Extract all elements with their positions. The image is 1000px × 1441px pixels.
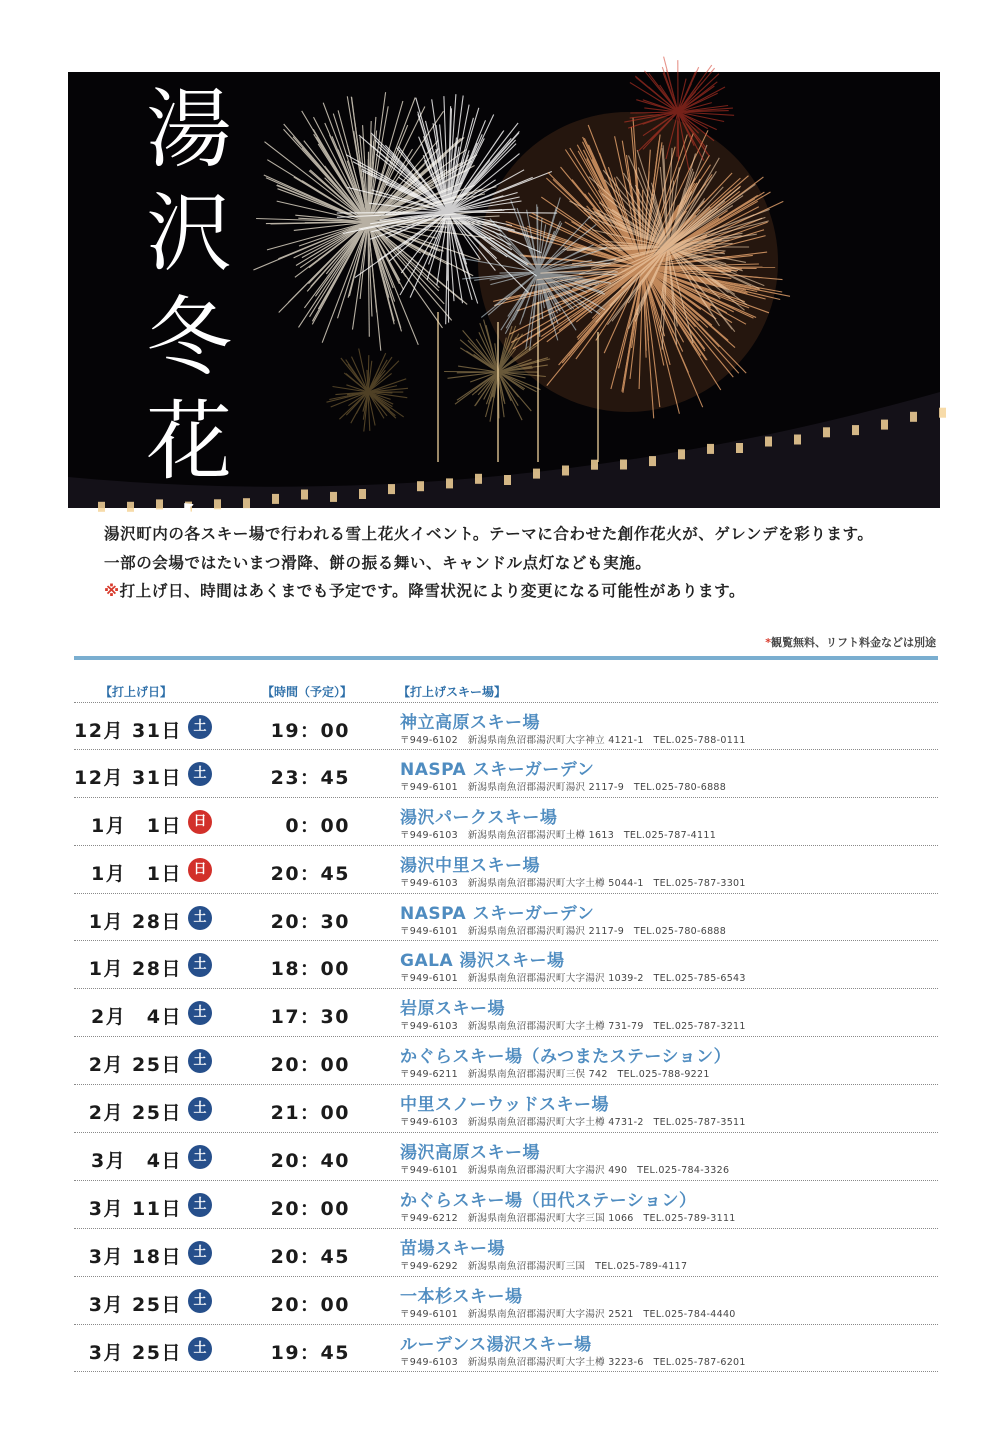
row-address: 〒949-6103 新潟県南魚沼郡湯沢町大字土樽 3223-6 TEL.025-787-6201 — [400, 1356, 746, 1368]
caution-mark: ※ — [104, 582, 120, 600]
row-address: 〒949-6101 新潟県南魚沼郡湯沢町大字湯沢 1039-2 TEL.025-785-6543 — [400, 973, 746, 985]
weekday-badge: 土 — [188, 1097, 212, 1121]
schedule-row — [74, 1037, 938, 1085]
title-char: 湯 — [146, 80, 232, 180]
row-time: 20：30 — [270, 910, 350, 933]
intro-line-2: 一部の会場ではたいまつ滑降、餅の振る舞い、キャンドル点灯なども実施。 — [104, 554, 652, 572]
schedule-row — [74, 1229, 938, 1277]
intro-line-3 — [104, 579, 984, 601]
row-time: 20：45 — [270, 1245, 350, 1268]
title-char: 火 — [146, 496, 232, 596]
weekday-badge: 土 — [188, 1241, 212, 1265]
row-address: 〒949-6101 新潟県南魚沼郡湯沢町大字湯沢 2521 TEL.025-784-4440 — [400, 1308, 736, 1320]
schedule-row — [74, 1325, 938, 1373]
admission-note — [600, 634, 936, 650]
title-char: 沢 — [146, 184, 232, 284]
row-venue: NASPA スキーガーデン — [400, 903, 595, 924]
schedule-row — [74, 989, 938, 1037]
row-time: 20：00 — [270, 1293, 350, 1316]
row-date: 1月 1日 — [91, 862, 182, 885]
weekday-badge: 日 — [188, 810, 212, 834]
schedule-row — [74, 1085, 938, 1133]
row-address: 〒949-6103 新潟県南魚沼郡湯沢町大字土樽 731-79 TEL.025-787-3211 — [400, 1021, 746, 1033]
row-address: 〒949-6103 新潟県南魚沼郡湯沢町土樽 1613 TEL.025-787-4111 — [400, 829, 717, 841]
row-address: 〒949-6103 新潟県南魚沼郡湯沢町大字土樽 5044-1 TEL.025-787-3301 — [400, 877, 746, 889]
row-venue: 岩原スキー場 — [400, 999, 505, 1020]
row-venue: 神立高原スキー場 — [400, 713, 540, 733]
asterisk-icon: * — [765, 636, 771, 649]
admission-note-text: 観覧無料、リフト料金などは別途 — [771, 636, 936, 649]
row-date: 3月 25日 — [88, 1293, 182, 1316]
weekday-badge: 土 — [188, 953, 212, 977]
schedule-row — [74, 798, 938, 846]
row-venue: 湯沢高原スキー場 — [400, 1143, 540, 1164]
row-time: 21：00 — [270, 1102, 350, 1125]
header-venue: 【打上げスキー場】 — [398, 685, 507, 699]
row-date: 3月 4日 — [91, 1150, 182, 1173]
row-time: 20：00 — [270, 1197, 350, 1220]
weekday-badge: 土 — [188, 1145, 212, 1169]
row-time: 0：00 — [285, 814, 350, 837]
row-date: 12月 31日 — [74, 720, 182, 742]
header-date: 【打上げ日】 — [100, 685, 173, 699]
schedule-row — [74, 846, 938, 894]
row-date: 2月 4日 — [91, 1006, 182, 1029]
row-venue: 中里スノーウッドスキー場 — [400, 1095, 609, 1116]
intro-caution-text: 打上げ日、時間はあくまでも予定です。降雪状況により変更になる可能性があります。 — [119, 582, 746, 600]
row-time: 23：45 — [270, 766, 350, 789]
title-char: 冬 — [146, 288, 232, 388]
row-venue: 湯沢中里スキー場 — [400, 855, 540, 876]
weekday-badge: 土 — [188, 1001, 212, 1025]
weekday-badge: 土 — [188, 762, 212, 786]
row-venue: かぐらスキー場（田代ステーション） — [400, 1190, 697, 1211]
weekday-badge: 日 — [188, 858, 212, 882]
row-venue: 湯沢パークスキー場 — [400, 807, 558, 828]
section-divider — [74, 656, 938, 660]
row-venue: 苗場スキー場 — [400, 1238, 505, 1259]
row-address: 〒949-6101 新潟県南魚沼郡湯沢町湯沢 2117-9 TEL.025-780-6888 — [400, 925, 727, 937]
weekday-badge: 土 — [188, 1193, 212, 1217]
row-time: 20：00 — [270, 1054, 350, 1077]
row-date: 2月 25日 — [88, 1102, 182, 1125]
row-date: 12月 31日 — [74, 766, 182, 789]
weekday-badge: 土 — [188, 906, 212, 930]
row-venue: 一本杉スキー場 — [400, 1286, 523, 1307]
schedule-row — [74, 1277, 938, 1325]
weekday-badge: 土 — [188, 1337, 212, 1361]
row-date: 1月 28日 — [88, 958, 182, 981]
row-time: 19：00 — [270, 720, 350, 742]
row-time: 20：40 — [270, 1150, 350, 1173]
row-venue: ルーデンス湯沢スキー場 — [400, 1334, 592, 1355]
schedule-row — [74, 894, 938, 942]
row-date: 3月 18日 — [88, 1245, 182, 1268]
header-time: 【時間（予定）】 — [262, 685, 353, 699]
intro-line-1: 湯沢町内の各スキー場で行われる雪上花火イベント。テーマに合わせた創作花火が、ゲレンデを彩ります。 — [104, 525, 874, 543]
schedule-row — [74, 750, 938, 798]
row-address: 〒949-6211 新潟県南魚沼郡湯沢町三俣 742 TEL.025-788-9221 — [400, 1069, 710, 1081]
row-address: 〒949-6103 新潟県南魚沼郡湯沢町大字土樽 4731-2 TEL.025-787-3511 — [400, 1117, 746, 1129]
schedule-row — [74, 1133, 938, 1181]
row-address: 〒949-6292 新潟県南魚沼郡湯沢町三国 TEL.025-789-4117 — [400, 1260, 688, 1272]
schedule-table — [74, 702, 938, 1372]
weekday-badge: 土 — [188, 1289, 212, 1313]
schedule-row — [74, 1181, 938, 1229]
row-venue: GALA 湯沢スキー場 — [400, 951, 565, 972]
page-title — [134, 78, 244, 598]
title-char: 花 — [146, 392, 232, 492]
row-date: 3月 25日 — [88, 1341, 182, 1364]
weekday-badge: 土 — [188, 715, 212, 739]
weekday-badge: 土 — [188, 1049, 212, 1073]
row-date: 2月 25日 — [88, 1054, 182, 1077]
row-address: 〒949-6101 新潟県南魚沼郡湯沢町大字湯沢 490 TEL.025-784-3326 — [400, 1165, 730, 1177]
schedule-row — [74, 941, 938, 989]
row-address: 〒949-6212 新潟県南魚沼郡湯沢町大字三国 1066 TEL.025-789-3111 — [400, 1212, 736, 1224]
row-time: 20：45 — [270, 862, 350, 885]
row-date: 3月 11日 — [88, 1197, 182, 1220]
row-time: 19：45 — [270, 1341, 350, 1364]
row-date: 1月 1日 — [91, 814, 182, 837]
row-time: 17：30 — [270, 1006, 350, 1029]
row-venue: かぐらスキー場（みつまたステーション） — [400, 1047, 732, 1068]
row-address: 〒949-6101 新潟県南魚沼郡湯沢町湯沢 2117-9 TEL.025-780-6888 — [400, 781, 727, 793]
row-address: 〒949-6102 新潟県南魚沼郡湯沢町大字神立 4121-1 TEL.025-788-0111 — [400, 735, 746, 746]
row-venue: NASPA スキーガーデン — [400, 759, 595, 780]
row-date: 1月 28日 — [88, 910, 182, 933]
schedule-row — [74, 702, 938, 750]
row-time: 18：00 — [270, 958, 350, 981]
